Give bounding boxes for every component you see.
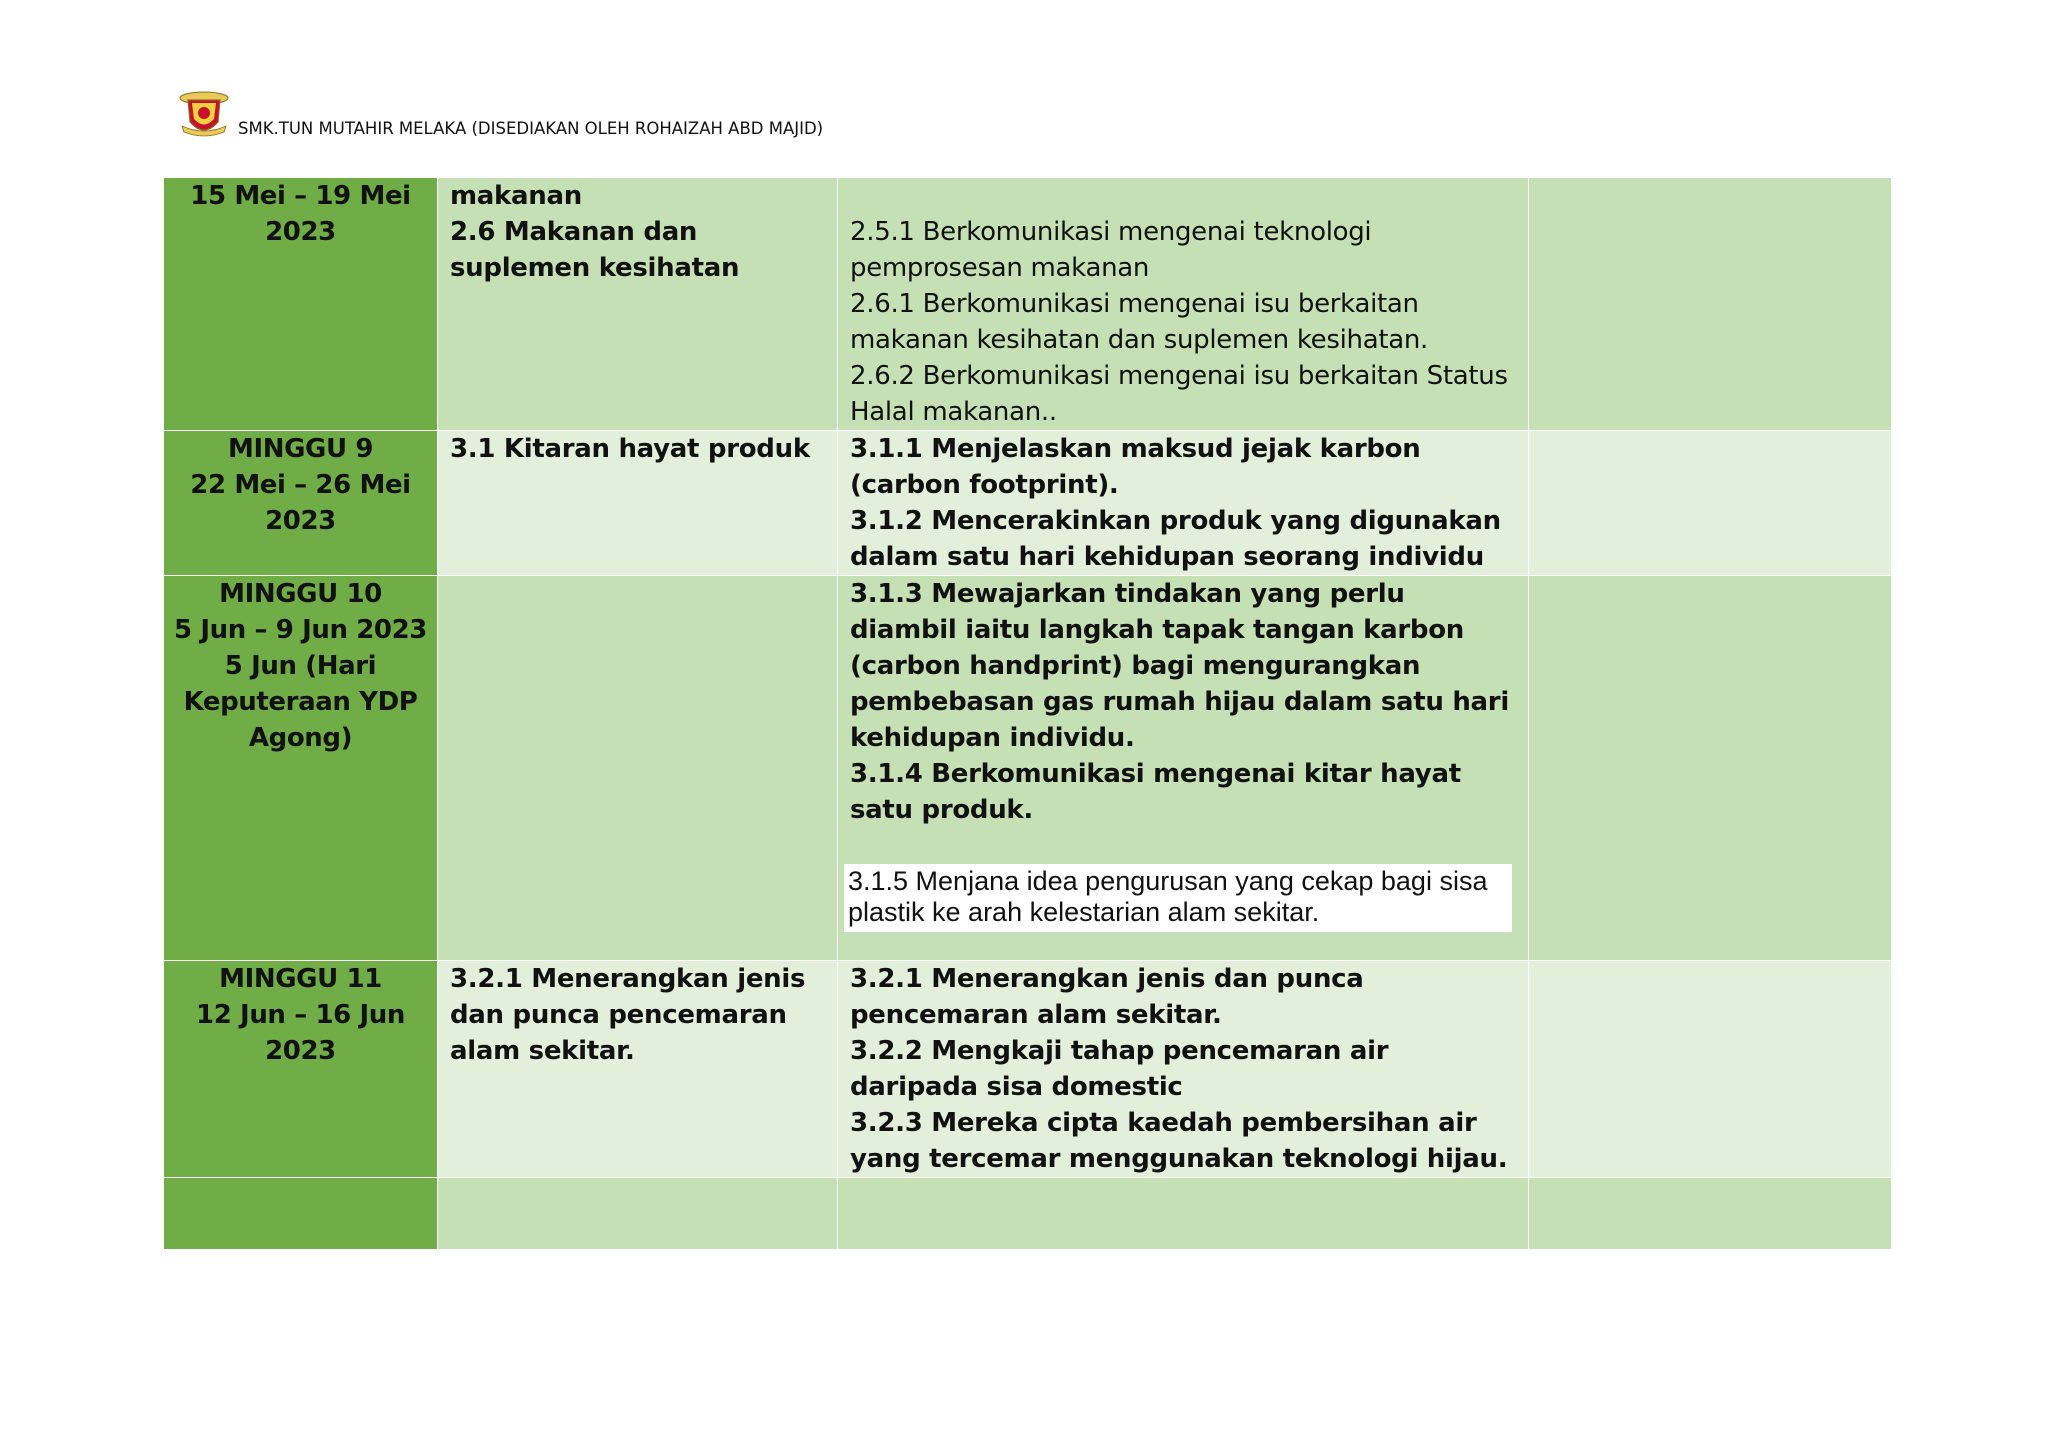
week-number: MINGGU 10: [219, 579, 382, 609]
remarks-cell: [1529, 178, 1892, 431]
standard-text: 2.5.1 Berkomunikasi mengenai teknologi pemprosesan makanan: [850, 217, 1372, 283]
topic-text: 3.2.1 Menerangkan jenis dan punca pencemaran alam sekitar.: [450, 964, 806, 1066]
standard-text: 3.1.3 Mewajarkan tindakan yang perlu diambil iaitu langkah tapak tangan karbon (carbon handprint) bagi mengurangkan pembebasan gas rumah hijau dalam satu hari kehidupan individu.: [850, 579, 1509, 753]
topic-cell: [438, 576, 838, 961]
table-row: [164, 961, 1892, 1178]
week-cell: [164, 576, 438, 961]
topic-text: makanan: [450, 181, 582, 211]
content-cell: [838, 576, 1529, 961]
standard-text: 3.1.1 Menjelaskan maksud jejak karbon (carbon footprint).: [850, 434, 1421, 500]
week-cell: [164, 431, 438, 576]
table-row: [164, 576, 1892, 961]
topic-cell: [438, 961, 838, 1178]
week-year: 2023: [265, 1036, 336, 1066]
week-cell: [164, 961, 438, 1178]
week-year: 2023: [265, 217, 336, 247]
school-crest-logo: [176, 86, 232, 140]
topic-text: 2.6 Makanan dan suplemen kesihatan: [450, 217, 740, 283]
week-date: 22 Mei – 26 Mei: [190, 470, 411, 500]
topic-cell: [438, 178, 838, 431]
page-header: [176, 86, 823, 140]
topic-cell: [438, 431, 838, 576]
standard-text: 3.2.2 Mengkaji tahap pencemaran air daripada sisa domestic: [850, 1036, 1389, 1102]
standard-text: 2.6.2 Berkomunikasi mengenai isu berkaitan Status Halal makanan..: [850, 361, 1508, 427]
content-cell: [838, 1178, 1529, 1250]
topic-text: 3.1 Kitaran hayat produk: [450, 434, 810, 464]
lesson-plan-table: [163, 177, 1891, 1250]
week-note: 5 Jun (Hari Keputeraan YDP Agong): [183, 651, 418, 753]
content-cell: [838, 961, 1529, 1178]
standard-text: 3.1.2 Mencerakinkan produk yang digunakan dalam satu hari kehidupan seorang individu: [850, 506, 1501, 572]
remarks-cell: [1529, 576, 1892, 961]
remarks-cell: [1529, 431, 1892, 576]
table-row: [164, 178, 1892, 431]
week-cell: [164, 178, 438, 431]
week-cell: [164, 1178, 438, 1250]
standard-text: 2.6.1 Berkomunikasi mengenai isu berkaitan makanan kesihatan dan suplemen kesihatan.: [850, 289, 1428, 355]
standard-text: 3.2.3 Mereka cipta kaedah pembersihan air yang tercemar menggunakan teknologi hijau.: [850, 1108, 1508, 1174]
table-row: [164, 431, 1892, 576]
week-date: 15 Mei – 19 Mei: [190, 181, 411, 211]
week-date: 12 Jun – 16 Jun: [196, 1000, 405, 1030]
content-cell: [838, 178, 1529, 431]
week-year: 2023: [265, 506, 336, 536]
week-number: MINGGU 11: [219, 964, 382, 994]
content-cell: [838, 431, 1529, 576]
remarks-cell: [1529, 1178, 1892, 1250]
week-number: MINGGU 9: [227, 434, 374, 464]
standard-text: 3.1.4 Berkomunikasi mengenai kitar hayat satu produk.: [850, 759, 1461, 825]
week-date: 5 Jun – 9 Jun 2023: [174, 615, 427, 645]
standard-text: 3.2.1 Menerangkan jenis dan punca pencemaran alam sekitar.: [850, 964, 1364, 1030]
topic-cell: [438, 1178, 838, 1250]
table-row: [164, 1178, 1892, 1250]
remarks-cell: [1529, 961, 1892, 1178]
standard-text-box: 3.1.5 Menjana idea pengurusan yang cekap bagi sisa plastik ke arah kelestarian alam sekitar.: [844, 864, 1512, 932]
school-header-text: SMK.TUN MUTAHIR MELAKA (DISEDIAKAN OLEH ROHAIZAH ABD MAJID): [238, 119, 824, 138]
